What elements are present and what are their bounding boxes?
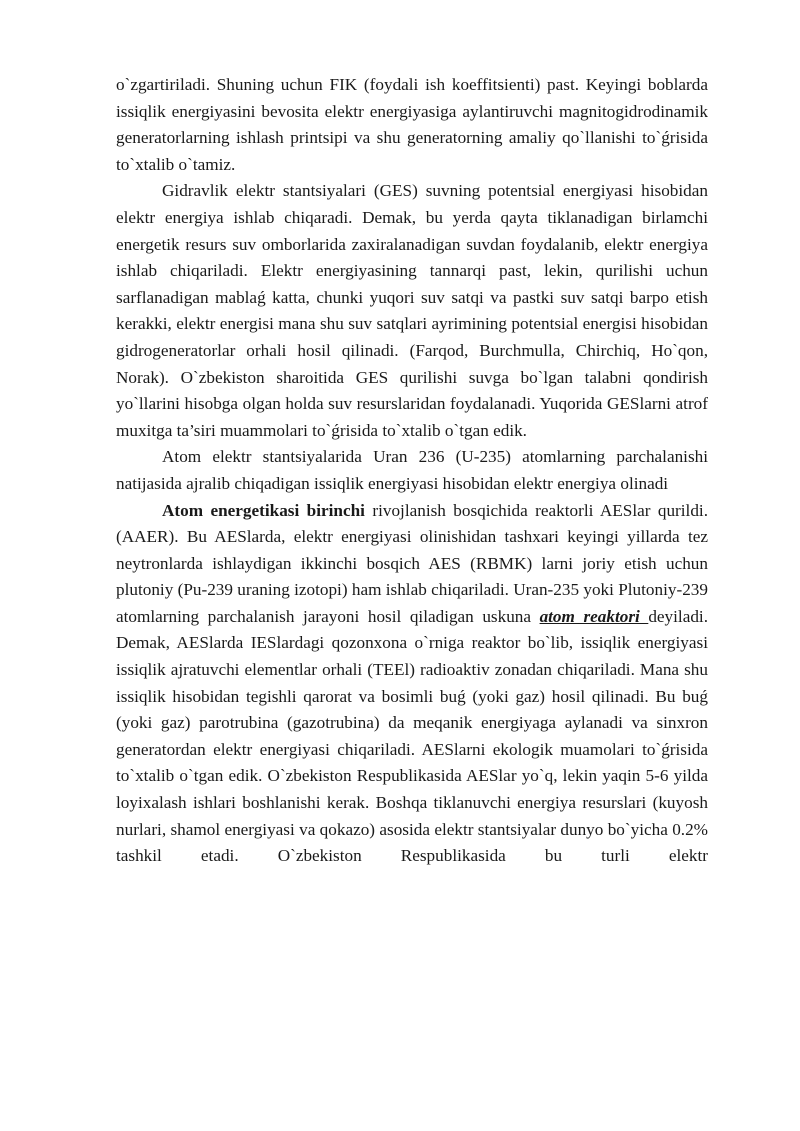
paragraph-text: rivojlanish bosqichida reaktorli AESlar qurildi. (AAER). Bu AESlarda, elektr energiyasi olinishidan tashxari keyingi yillarda tez neytronlarda ishlaydigan ikkinchi bosqich AES (RBMK) larni joriy etish uchun plutoniy (Pu-239 uraning izotopi) ham ishlab chiqariladi. Uran-235 yoki Plutoniy-239 atomlarning parchalanish jarayoni hosil qiladigan uskuna [116, 500, 708, 626]
bold-lead-text: Atom energetikasi birinchi [162, 500, 365, 520]
document-page [116, 72, 708, 870]
paragraph-atom-energetics [116, 498, 708, 870]
paragraph-text: o`zgartiriladi. Shuning uchun FIK (foydali ish koeffitsienti) past. Keyingi boblarda issiqlik energiyasini bevosita elektr energiyasiga aylantiruvchi magnitogidrodinamik generatorlarning ishlash printsipi va shu generatorning amaliy qo`llanishi to`ǵrisida to`xtalib o`tamiz. [116, 75, 708, 174]
paragraph-ges [116, 178, 708, 444]
paragraph-mhd-intro [116, 72, 708, 178]
term-atom-reactor: atom reaktori [539, 606, 649, 626]
paragraph-aes-uranium [116, 444, 708, 497]
paragraph-text: Atom elektr stantsiyalarida Uran 236 (U-235) atomlarning parchalanishi natijasida ajralib chiqadigan issiqlik energiyasi hisobidan elektr energiya olinadi [116, 447, 708, 493]
paragraph-text: Gidravlik elektr stantsiyalari (GES) suvning potentsial energiyasi hisobidan elektr energiya ishlab chiqaradi. Demak, bu yerda qayta tiklanadigan birlamchi energetik resurs suv omborlarida zaxiralanadigan suvdan foydalanib, elektr energiya ishlab chiqariladi. Elektr energiyasining tannarqi past, lekin, qurilishi uchun sarflanadigan mablaǵ katta, chunki yuqori suv satqi va pastki suv satqi barpo etish kerakki, elektr energisi mana shu suv satqlari ayrimining potentsial energisi hisobidan gidrogeneratorlar orhali hosil qilinadi. (Farqod, Burchmulla, Chirchiq, Ho`qon, Norak). O`zbekiston sharoitida GES qurilishi suvga bo`lgan talabni qondirish yo`llarini hisobga olgan holda suv resurslaridan foydalanadi. Yuqorida GESlarni atrof muxitga ta’siri muammolari to`ǵrisida to`xtalib o`tgan edik. [116, 181, 708, 440]
paragraph-text: deyiladi. Demak, AESlarda IESlardagi qozonxona o`rniga reaktor bo`lib, issiqlik energiyasi issiqlik ajratuvchi elementlar orhali (TEEl) radioaktiv zonadan chiqariladi. Mana shu issiqlik hisobidan tegishli qarorat va bosimli buǵ (yoki gaz) hosil qilinadi. Bu buǵ (yoki gaz) parotrubina (gazotrubina) da meqanik energiyaga aylanadi va sinxron generatordan elektr energiyasi chiqariladi. AESlarni ekologik muamolari to`ǵrisida to`xtalib o`tgan edik. O`zbekiston Respublikasida AESlar yo`q, lekin yaqin 5-6 yilda loyixalash ishlari boshlanishi kerak. Boshqa tiklanuvchi energiya resurslari (kuyosh nurlari, shamol energiyasi va qokazo) asosida elektr stantsiyalar dunyo bo`yicha 0.2% tashkil etadi. O`zbekiston Respublikasida bu turli elektr [116, 606, 708, 866]
